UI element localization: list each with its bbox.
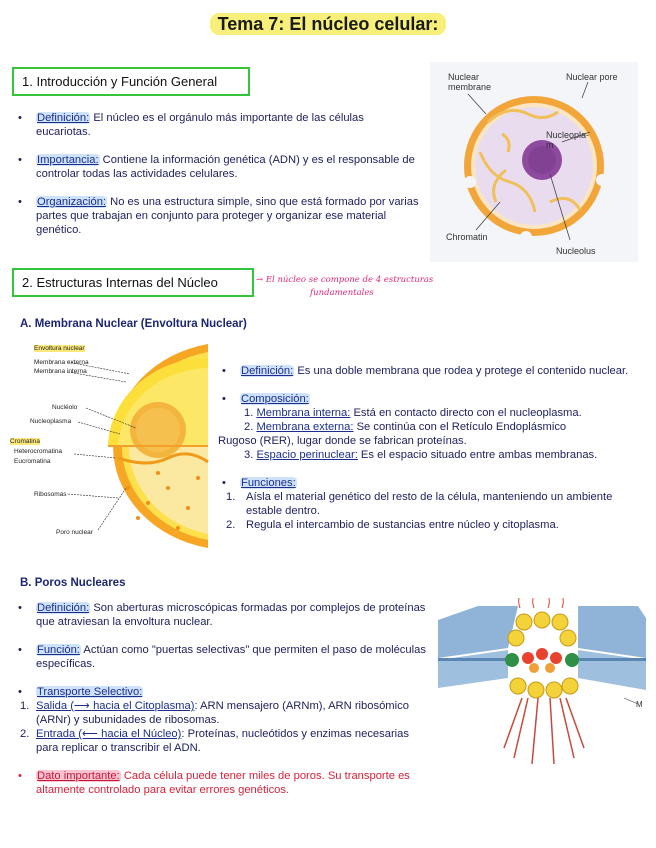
list-item: • Transporte Selectivo: bbox=[14, 685, 434, 699]
list-item: • Importancia: Contiene la información genética (ADN) y es el responsable de controlar todas las actividades celulares. bbox=[14, 153, 419, 181]
label-chromatin: Chromatin bbox=[446, 232, 488, 242]
pore-complex-diagram bbox=[438, 598, 646, 770]
nucleus-diagram bbox=[430, 62, 638, 262]
label-nucleolo: Nucléolo bbox=[52, 404, 78, 411]
list-item: • Definición: El núcleo es el orgánulo más importante de las células eucariotas. bbox=[14, 111, 419, 139]
subsection-a-content bbox=[218, 364, 648, 532]
label-membrana-interna: Membrana interna bbox=[34, 368, 87, 375]
page-title: Tema 7: El núcleo celular: bbox=[0, 14, 656, 35]
composition-item: 2. Membrana externa: Se continúa con el Retículo Endoplásmico bbox=[244, 421, 567, 433]
composition-item: 1. Membrana interna: Está en contacto directo con el nucleoplasma. bbox=[244, 407, 582, 419]
label-ribosomas: Ribosomas bbox=[34, 491, 67, 498]
pore-complex-illustration bbox=[438, 598, 646, 770]
envelope-diagram bbox=[8, 338, 216, 550]
label-membrana-externa: Membrana externa bbox=[34, 359, 89, 366]
list-item: • Organización: No es una estructura simple, sino que está formado por varias partes que trabajan en conjunto para proteger y organizar ese material genético. bbox=[14, 195, 419, 237]
list-item: • Definición: Es una doble membrana que rodea y protege el contenido nuclear. bbox=[218, 364, 648, 378]
composition-item-wrap: Rugoso (RER), lugar donde se fabrican proteínas. bbox=[218, 435, 467, 447]
label-envoltura: Envoltura nuclear bbox=[34, 345, 85, 352]
label-eucromatina: Eucromatina bbox=[14, 458, 51, 465]
handwritten-note: → El núcleo se compone de 4 estructuras bbox=[256, 275, 434, 285]
label-cromatina: Cromatina bbox=[10, 438, 40, 445]
important-note: • Dato importante: Cada célula puede tener miles de poros. Su transporte es altamente controlado para evitar errores genéticos. bbox=[14, 769, 434, 797]
label-nucleolus: Nucleolus bbox=[556, 246, 596, 256]
label-heterocromatina: Heterocromatina bbox=[14, 448, 63, 455]
section2-heading: 2. Estructuras Internas del Núcleo bbox=[12, 268, 254, 297]
subsection-b-heading: B. Poros Nucleares bbox=[20, 577, 126, 589]
label-nucleoplasma: Nucleoplasma bbox=[30, 418, 72, 425]
label-nuclear-pore: Nuclear pore bbox=[566, 72, 618, 82]
section1-list bbox=[14, 111, 419, 237]
section1-heading: 1. Introducción y Función General bbox=[12, 67, 250, 96]
label-poro-nuclear: Poro nuclear bbox=[56, 529, 93, 536]
label-pore: M bbox=[636, 700, 643, 709]
list-item: • Funciones: bbox=[218, 476, 648, 490]
transport-item: 1. Salida (⟶ hacia el Citoplasma): ARN mensajero (ARNm), ARN ribosómico (ARNr) y subunidades de ribosomas. bbox=[20, 700, 409, 726]
handwritten-note-2: fundamentales bbox=[310, 288, 374, 298]
label-nuclear-membrane: Nuclear membrane bbox=[448, 72, 492, 92]
function-item: 2. Regula el intercambio de sustancias entre núcleo y citoplasma. bbox=[226, 519, 559, 531]
transport-item: 2. Entrada (⟵ hacia el Núcleo): Proteínas, nucleótidos y enzimas necesarias para replicar o transcribir el ADN. bbox=[20, 728, 409, 754]
subsection-a-heading: A. Membrana Nuclear (Envoltura Nuclear) bbox=[20, 318, 247, 330]
composition-item: 3. Espacio perinuclear: Es el espacio situado entre ambas membranas. bbox=[244, 449, 598, 461]
label-nucleoplasm: Nucleopla- m bbox=[546, 130, 590, 150]
list-item: • Composición: bbox=[218, 392, 648, 406]
list-item: • Definición: Son aberturas microscópicas formadas por complejos de proteínas que atraviesan la envoltura nuclear. bbox=[14, 601, 434, 629]
list-item: • Función: Actúan como "puertas selectivas" que permiten el paso de moléculas específicas. bbox=[14, 643, 434, 671]
subsection-b-content bbox=[14, 601, 434, 797]
function-item: 1. Aísla el material genético del resto de la célula, manteniendo un ambiente estable dentro. bbox=[226, 491, 613, 517]
